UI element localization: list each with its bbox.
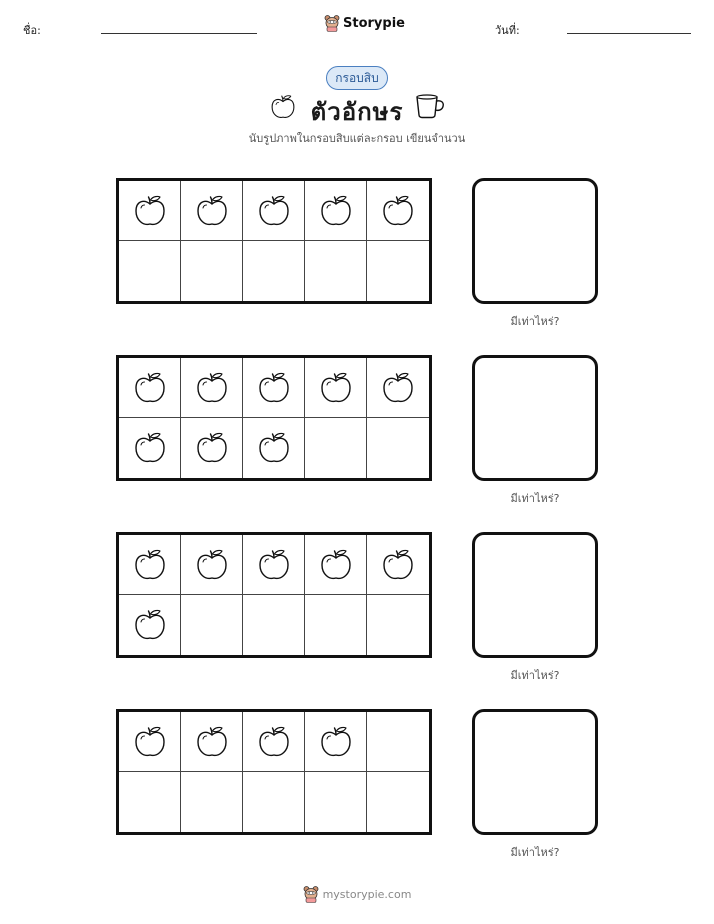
ten-frame-cell xyxy=(181,181,243,241)
instructions: นับรูปภาพในกรอบสิบแต่ละกรอบ เขียนจำนวน xyxy=(248,132,466,145)
ten-frame-cell xyxy=(243,595,305,655)
ten-frame-cell xyxy=(181,535,243,595)
ten-frame-cell xyxy=(119,535,181,595)
ten-frame-cell xyxy=(367,241,429,301)
apple-icon xyxy=(194,547,230,583)
apple-icon xyxy=(256,724,292,760)
ten-frame-cell xyxy=(367,712,429,772)
ten-frame-cell xyxy=(367,181,429,241)
ten-frame-cell xyxy=(305,535,367,595)
ten-frame xyxy=(116,178,432,304)
apple-icon xyxy=(318,370,354,406)
ten-frame-cell xyxy=(367,595,429,655)
apple-icon xyxy=(194,724,230,760)
apple-icon xyxy=(194,370,230,406)
ten-frame-cell xyxy=(367,418,429,478)
storypie-bear-logo-icon xyxy=(324,14,340,32)
apple-icon xyxy=(380,370,416,406)
apple-icon xyxy=(132,370,168,406)
ten-frame-cell xyxy=(181,241,243,301)
page-title: ตัวอักษร xyxy=(310,98,404,126)
date-label: วันที่: xyxy=(495,24,520,37)
ten-frame-cell xyxy=(243,772,305,832)
brand-logo xyxy=(324,14,405,32)
ten-frame-cell xyxy=(243,241,305,301)
apple-icon xyxy=(194,193,230,229)
answer-box[interactable] xyxy=(472,178,598,304)
ten-frame-cell xyxy=(305,241,367,301)
brand-name: Storypie xyxy=(343,15,405,31)
ten-frame-cell xyxy=(181,772,243,832)
name-line xyxy=(101,33,257,34)
apple-icon xyxy=(132,547,168,583)
ten-frame-cell xyxy=(305,418,367,478)
apple-icon xyxy=(132,724,168,760)
apple-icon xyxy=(256,547,292,583)
ten-frame-cell xyxy=(119,418,181,478)
ten-frame-cell xyxy=(305,358,367,418)
apple-icon xyxy=(194,430,230,466)
ten-frame-cell xyxy=(243,358,305,418)
date-line xyxy=(567,33,691,34)
ten-frame-cell xyxy=(119,181,181,241)
apple-icon xyxy=(132,193,168,229)
ten-frame-cell xyxy=(243,418,305,478)
ten-frame-cell xyxy=(119,712,181,772)
apple-icon xyxy=(256,193,292,229)
ten-frame-cell xyxy=(243,535,305,595)
apple-icon xyxy=(132,607,168,643)
answer-box[interactable] xyxy=(472,532,598,658)
apple-icon xyxy=(256,430,292,466)
ten-frame-cell xyxy=(119,241,181,301)
question-label: มีเท่าไหร่? xyxy=(510,669,560,682)
question-label: มีเท่าไหร่? xyxy=(510,315,560,328)
ten-frame-cell xyxy=(243,712,305,772)
ten-frame-cell xyxy=(119,595,181,655)
ten-frame-cell xyxy=(243,181,305,241)
cup-icon xyxy=(414,93,446,119)
apple-icon xyxy=(132,430,168,466)
ten-frame xyxy=(116,532,432,658)
name-label: ชื่อ: xyxy=(23,24,41,37)
ten-frame-cell xyxy=(181,418,243,478)
ten-frame-cell xyxy=(305,712,367,772)
ten-frame-cell xyxy=(305,181,367,241)
apple-icon xyxy=(380,193,416,229)
ten-frame-cell xyxy=(367,535,429,595)
ten-frame-cell xyxy=(181,712,243,772)
ten-frame-cell xyxy=(181,595,243,655)
ten-frame-cell xyxy=(367,772,429,832)
worksheet-tag: กรอบสิบ xyxy=(326,66,388,90)
ten-frame-cell xyxy=(181,358,243,418)
footer-url: mystorypie.com xyxy=(322,887,412,901)
ten-frame-cell xyxy=(119,358,181,418)
apple-icon xyxy=(256,370,292,406)
apple-icon xyxy=(318,193,354,229)
ten-frame xyxy=(116,355,432,481)
ten-frame xyxy=(116,709,432,835)
apple-icon xyxy=(318,547,354,583)
answer-box[interactable] xyxy=(472,709,598,835)
ten-frame-cell xyxy=(119,772,181,832)
question-label: มีเท่าไหร่? xyxy=(510,492,560,505)
footer xyxy=(0,885,714,903)
apple-icon xyxy=(318,724,354,760)
ten-frame-cell xyxy=(367,358,429,418)
ten-frame-cell xyxy=(305,595,367,655)
apple-icon xyxy=(380,547,416,583)
storypie-bear-logo-icon xyxy=(303,885,319,903)
question-label: มีเท่าไหร่? xyxy=(510,846,560,859)
ten-frame-cell xyxy=(305,772,367,832)
answer-box[interactable] xyxy=(472,355,598,481)
